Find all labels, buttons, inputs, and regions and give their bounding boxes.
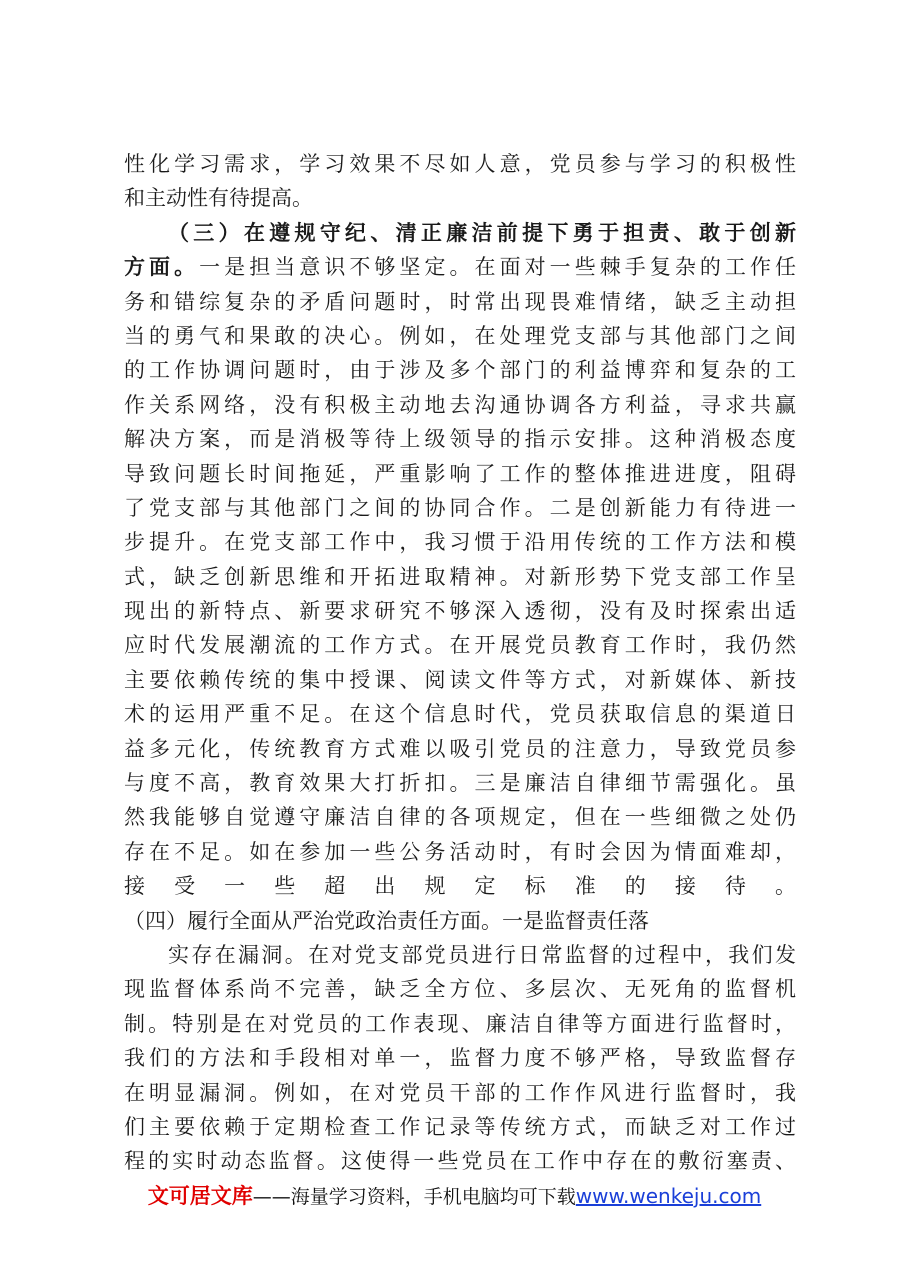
- body-line: 术的运用严重不足。在这个信息时代，党员获取信息的渠道日: [124, 702, 796, 727]
- body-line: 和主动性有待提高。: [124, 186, 313, 211]
- body-line: 制。特别是在对党员的工作表现、廉洁自律等方面进行监督时，: [124, 1011, 796, 1036]
- body-line: 作关系网络，没有积极主动地去沟通协调各方利益，寻求共赢: [124, 392, 796, 417]
- body-text: [124, 147, 796, 1213]
- body-line: 务和错综复杂的矛盾问题时，时常出现畏难情绪，缺乏主动担: [124, 289, 796, 314]
- footer-banner: [0, 1180, 909, 1210]
- body-line: 益多元化，传统教育方式难以吸引党员的注意力，导致党员参: [124, 736, 796, 761]
- body-line: 解决方案，而是消极等待上级领导的指示安排。这种消极态度: [124, 427, 796, 452]
- body-line: 接受一些超出规定标准的接待。: [124, 874, 796, 899]
- body-line: 应时代发展潮流的工作方式。在开展党员教育工作时，我仍然: [124, 633, 796, 658]
- body-line: 现出的新特点、新要求研究不够深入透彻，没有及时探索出适: [124, 599, 796, 624]
- body-line: 性化学习需求，学习效果不尽如人意，党员参与学习的积极性: [124, 152, 796, 176]
- body-line: 式，缺乏创新思维和开拓进取精神。对新形势下党支部工作呈: [124, 564, 796, 589]
- body-line: 然我能够自觉遵守廉洁自律的各项规定，但在一些细微之处仍: [124, 805, 796, 830]
- body-line: 现监督体系尚不完善，缺乏全方位、多层次、无死角的监督机: [124, 977, 796, 1002]
- footer-dash: ——: [252, 1186, 291, 1208]
- body-line: [124, 250, 796, 284]
- body-line: 与度不高，教育效果大打折扣。三是廉洁自律细节需强化。虽: [124, 771, 796, 796]
- footer-tagline: 海量学习资料，手机电脑均可下载: [290, 1186, 576, 1208]
- body-line: 我们的方法和手段相对单一，监督力度不够严格，导致监督存: [124, 1046, 796, 1071]
- body-line: （四）履行全面从严治党政治责任方面。一是监督责任落: [124, 908, 649, 933]
- body-line: 步提升。在党支部工作中，我习惯于沿用传统的工作方法和模: [124, 530, 796, 555]
- footer-url-link[interactable]: www.wenkeju.com: [575, 1184, 762, 1208]
- body-line: 主要依赖传统的集中授课、阅读文件等方式，对新媒体、新技: [124, 667, 796, 692]
- footer-brand: 文可居文库: [147, 1184, 253, 1208]
- body-line: 的工作协调问题时，由于涉及多个部门的利益博弈和复杂的工: [124, 358, 796, 383]
- section-heading-3-continuation: 方面。: [124, 254, 200, 280]
- body-line: 程的实时动态监督。这使得一些党员在工作中存在的敷衍塞责、: [124, 1149, 796, 1174]
- body-line: 导致问题长时间拖延，严重影响了工作的整体推进进度，阻碍: [124, 461, 796, 486]
- body-line: 在明显漏洞。例如，在对党员干部的工作作风进行监督时，我: [124, 1080, 796, 1105]
- body-line: 了党支部与其他部门之间的协同合作。二是创新能力有待进一: [124, 495, 796, 520]
- body-line: 存在不足。如在参加一些公务活动时，有时会因为情面难却，: [124, 839, 796, 864]
- body-line: 们主要依赖于定期检查工作记录等传统方式，而缺乏对工作过: [124, 1114, 796, 1139]
- section-heading-4: 实存在漏洞。在对党支部党员进行日常监督的过程中，我们发: [168, 942, 796, 967]
- body-line: 当的勇气和果敢的决心。例如，在处理党支部与其他部门之间: [124, 323, 796, 348]
- body-line-rest: 一是担当意识不够坚定。在面对一些棘手复杂的工作任: [199, 255, 797, 280]
- section-heading-3: （三）在遵规守纪、清正廉洁前提下勇于担责、敢于创新: [168, 219, 796, 245]
